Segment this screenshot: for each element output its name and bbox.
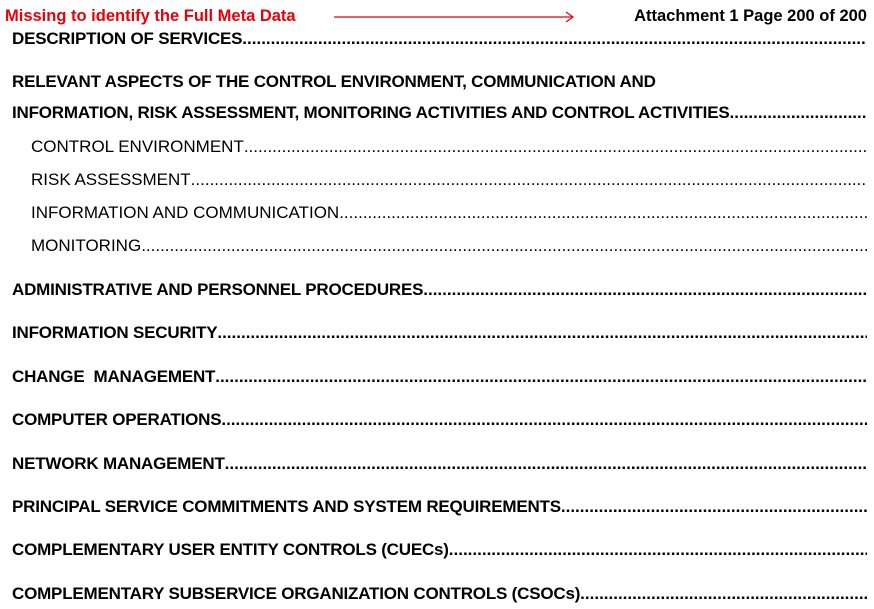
toc-entry-complementary-user-entity-controls[interactable]: [12, 540, 867, 564]
toc-entry-label: ADMINISTRATIVE AND PERSONNEL PROCEDURES: [12, 280, 424, 299]
dot-leader: [244, 137, 867, 157]
attachment-page-label: Attachment 1 Page 200 of 200: [634, 7, 867, 25]
toc-entry-label: PRINCIPAL SERVICE COMMITMENTS AND SYSTEM REQUIREMENTS: [12, 497, 561, 516]
toc-entry-risk-assessment[interactable]: [31, 170, 867, 194]
toc-entry-computer-operations[interactable]: [12, 410, 867, 434]
toc-entry-administrative-and-personnel-procedures[interactable]: [12, 280, 867, 304]
dot-leader: [580, 584, 867, 604]
toc-entry-relevant-aspects-line1[interactable]: RELEVANT ASPECTS OF THE CONTROL ENVIRONMENT, COMMUNICATION AND: [12, 72, 656, 91]
toc-entry-label: RISK ASSESSMENT: [31, 170, 191, 189]
toc-entry-description-of-services[interactable]: [12, 29, 867, 53]
toc-entry-information-and-communication[interactable]: [31, 203, 867, 227]
dot-leader: [339, 203, 867, 223]
toc-entry-label: CONTROL ENVIRONMENT: [31, 137, 244, 156]
toc-entry-label: INFORMATION AND COMMUNICATION: [31, 203, 340, 222]
toc-entry-relevant-aspects-line2[interactable]: [12, 103, 867, 127]
toc-entry-label: MONITORING: [31, 236, 142, 255]
toc-entry-complementary-subservice-organization-controls[interactable]: [12, 584, 867, 608]
dot-leader: [561, 497, 867, 517]
dot-leader: [449, 540, 867, 560]
toc-entry-control-environment[interactable]: [31, 137, 867, 161]
dot-leader: [191, 170, 867, 190]
dot-leader: [730, 103, 868, 123]
toc-entry-label: COMPLEMENTARY USER ENTITY CONTROLS (CUECs): [12, 540, 449, 559]
toc-entry-change-management[interactable]: [12, 367, 867, 391]
dot-leader: [221, 410, 867, 430]
dot-leader: [217, 323, 867, 343]
dot-leader: [225, 454, 867, 474]
toc-entry-label: INFORMATION SECURITY: [12, 323, 218, 342]
dot-leader: [141, 236, 867, 256]
toc-entry-network-management[interactable]: [12, 454, 867, 478]
dot-leader: [423, 280, 867, 300]
toc-entry-label: DESCRIPTION OF SERVICES: [12, 29, 243, 48]
annotation-text: Missing to identify the Full Meta Data: [5, 7, 296, 25]
toc-entry-label: COMPLEMENTARY SUBSERVICE ORGANIZATION CONTROLS (CSOCs): [12, 584, 581, 603]
toc-entry-label: CHANGE MANAGEMENT: [12, 367, 216, 386]
toc-entry-monitoring[interactable]: [31, 236, 867, 260]
toc-entry-label: COMPUTER OPERATIONS: [12, 410, 222, 429]
toc-entry-principal-service-commitments[interactable]: [12, 497, 867, 521]
toc-entry-information-security[interactable]: [12, 323, 867, 347]
annotation-arrow-icon: [334, 9, 576, 25]
toc-entry-label: NETWORK MANAGEMENT: [12, 454, 225, 473]
dot-leader: [242, 29, 867, 49]
dot-leader: [215, 367, 867, 387]
toc-entry-label: INFORMATION, RISK ASSESSMENT, MONITORING ACTIVITIES AND CONTROL ACTIVITIES: [12, 103, 730, 122]
